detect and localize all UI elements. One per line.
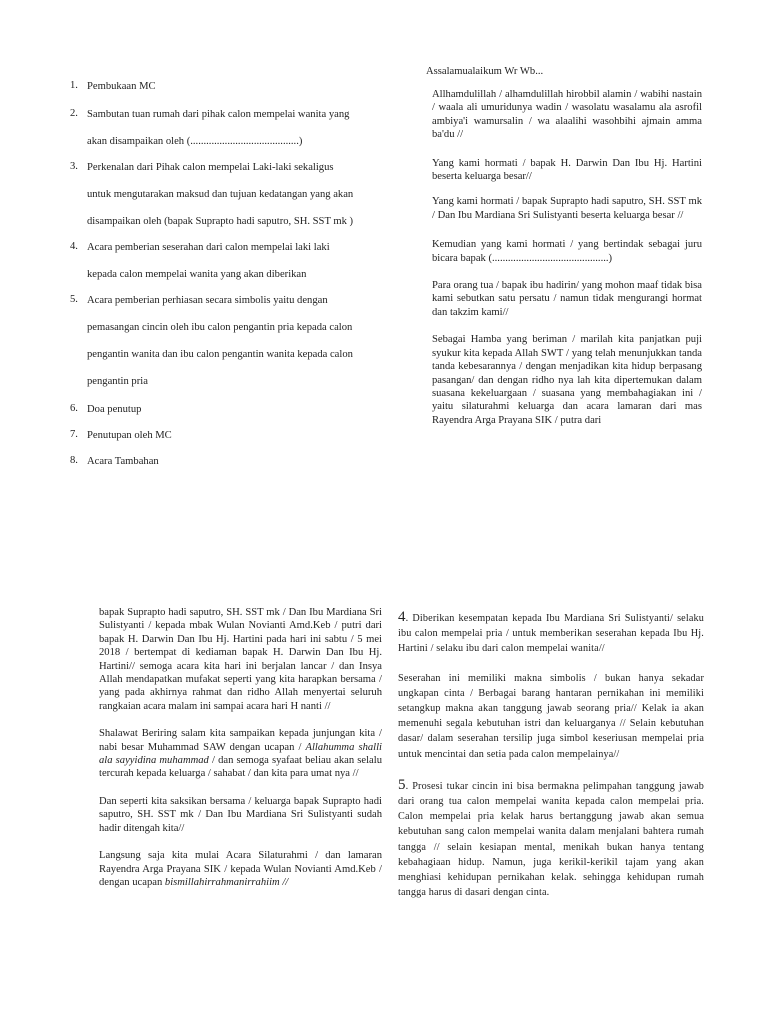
agenda-item (70, 241, 375, 282)
agenda-item-line: Penutupan oleh MC (87, 430, 172, 441)
agenda-item-line: disampaikan oleh (bapak Suprapto hadi saputro, SH. SST mk ) (87, 216, 354, 227)
agenda-item-line: Sambutan tuan rumah dari pihak calon mempelai wanita yang (87, 109, 350, 120)
agenda-item-line: Pembukaan MC (87, 81, 156, 92)
agenda-item-line: untuk mengutarakan maksud dan tujuan kedatangan yang akan (87, 189, 354, 200)
speech-paragraph-6: Sebagai Hamba yang beriman / marilah kita panjatkan puji syukur kita kepada Allah SWT / yang telah menunjukkan tanda tanda kebesarannya / dengan menjadikan kita hidup berpasang pasangan/ dan dengan ridho nya lah kita dipertemukan dalam suasana kekeluargaan / suasana yang membahagiakan ini / yaitu silaturahmi keluarga dan acara lamaran dari mas Rayendra Arga Prayana SIK / putra dari (432, 334, 702, 426)
seserahan-text: . Diberikan kesempatan kepada Ibu Mardiana Sri Sulistyanti/ selaku ibu calon mempelai pria / untuk memberikan seserahan kepada Ibu Hj. Hartini / selaku ibu dari calon mempelai wanita// (398, 613, 704, 655)
shalawat-text: Shalawat Beriring salam kita sampaikan kepada junjungan kita / nabi besar Muhammad SAW dengan ucapan / (99, 728, 382, 753)
agenda-item (70, 80, 375, 94)
agenda-item-number: 4. (70, 241, 78, 252)
speech-paragraph-2: Yang kami hormati / bapak H. Darwin Dan Ibu Hj. Hartini beserta keluarga besar// (432, 157, 702, 183)
agenda-item-line: pengantin pria (87, 376, 148, 387)
continuation-paragraph-3: Dan seperti kita saksikan bersama / keluarga bapak Suprapto hadi saputro, SH. SST mk / Dan Ibu Mardiana Sri Sulistyanti sudah hadir ditengah kita// (99, 795, 382, 834)
agenda-item (70, 294, 375, 389)
item-number-5: 5 (398, 776, 406, 793)
agenda-item-line: Acara Tambahan (87, 456, 159, 467)
agenda-item-line: kepada calon mempelai wanita yang akan diberikan (87, 269, 307, 280)
speech-paragraph-1: Allhamdulillah / alhamdulillah hirobbil alamin / wabihi nastain / waala ali umuridunya wadin / wasolatu wasalamu ala asrofil ambiya'i wamursalin / wa alaalihi wasohbihi ajmain amma ba'du // (432, 89, 702, 141)
agenda-item-line: Acara pemberian seserahan dari calon mempelai laki laki (87, 242, 330, 253)
ceremony-explanations (398, 610, 704, 900)
continuation-paragraph-1: bapak Suprapto hadi saputro, SH. SST mk / Dan Ibu Mardiana Sri Sulistyanti / kepada mbak Wulan Novianti Amd.Keb / putri dari bapak H. Darwin Dan Ibu Hj. Hartini pada hari ini sabtu / 5 mei 2018 / bertempat di kediaman bapak H. Darwin Dan Ibu Hj. Hartini// semoga acara kita hari ini berjalan lancar / dan Insya Allah mendapatkan mufakat seperti yang kita harapkan bersama / yang pada akhirnya rahmat dan ridho Allah menyertai seluruh rangkaian acara malam ini sampai acara hari H nanti // (99, 607, 382, 712)
agenda-item (70, 161, 375, 229)
ring-paragraph (398, 778, 704, 901)
speech-paragraph-4: Kemudian yang kami hormati / yang bertindak sebagai juru bicara bapak (............................................) (432, 239, 702, 264)
agenda-item-number: 1. (70, 80, 78, 91)
agenda-item (70, 108, 375, 149)
agenda-item-number: 2. (70, 108, 78, 119)
continuation-speech (99, 606, 382, 889)
shalawat-arabic: Allahumma shalli ala sayyidina muhammad (99, 741, 383, 767)
item-number-4: 4 (398, 609, 406, 625)
shalawat-text-end: / dan semoga syafaat beliau akan selalu tercurah kepada keluarga / sahabat / dan kita para umat nya // (99, 755, 383, 780)
bismillah-text: bismillahirrahmanirrahiim // (164, 876, 289, 888)
speech-paragraph-3: Yang kami hormati / bapak Suprapto hadi saputro, SH. SST mk / Dan Ibu Mardiana Sri Sulistyanti beserta keluarga besar // (432, 196, 702, 221)
agenda-item-number: 8. (70, 455, 78, 466)
agenda-list (70, 80, 375, 469)
agenda-items (70, 80, 375, 469)
greeting: Assalamualaikum Wr Wb... (426, 66, 544, 77)
seserahan-meaning: Seserahan ini memiliki makna simbolis / bukan hanya sekadar ungkapan cinta / Berbagai barang hantaran pernikahan ini memiliki setangkup makna akan tanggung jawab seorang pria// Kelak ia akan memenuhi segala kebutuhan istri dan keluarganya // Selain kebutuhan dasar/ dalam seserahan tersilip juga simbol keseriusan mempelai pria untuk mencintai dan setia pada calon mempelainya// (398, 672, 704, 760)
continuation-paragraph-2 (99, 727, 382, 781)
agenda-item-line: pengantin wanita dan ibu calon pengantin wanita kepada calon (87, 349, 353, 360)
agenda-item (70, 455, 375, 469)
agenda-item (70, 429, 375, 443)
agenda-item-number: 3. (70, 161, 78, 172)
agenda-item-number: 6. (70, 403, 78, 414)
agenda-item-number: 5. (70, 294, 78, 305)
opening-text: Langsung saja kita mulai Acara Silaturahmi / dan lamaran Rayendra Arga Prayana SIK / kepada Wulan Novianti Amd.Keb / dengan ucapan (99, 850, 382, 888)
agenda-item (70, 403, 375, 417)
agenda-item-line: Perkenalan dari Pihak calon mempelai Laki-laki sekaligus (87, 162, 334, 173)
opening-speech (432, 88, 702, 427)
agenda-item-line: akan disampaikan oleh (.........................................) (87, 136, 303, 147)
speech-paragraph-5: Para orang tua / bapak ibu hadirin/ yang mohon maaf tidak bisa kami sebutkan satu persatu / namun tidak mengurangi hormat dan takzim kami// (432, 280, 702, 318)
agenda-item-line: pemasangan cincin oleh ibu calon pengantin pria kepada calon (87, 322, 353, 333)
agenda-item-line: Acara pemberian perhiasan secara simbolis yaitu dengan (87, 295, 328, 306)
seserahan-paragraph (398, 610, 704, 657)
continuation-paragraph-4 (99, 849, 382, 889)
agenda-item-number: 7. (70, 429, 78, 440)
agenda-item-line: Doa penutup (87, 404, 142, 415)
ring-text: . Prosesi tukar cincin ini bisa bermakna pelimpahan tanggung jawab dari orang tua calon mempelai wanita kepada calon mempelai pria. Calon mempelai pria kelak harus bertanggung jawab akan semua kebutuhan sang calon mempelai wanita dalam menjalani bahtera rumah tangga // selain kesiapan mental, menikah bukan hanya tentang kebahagiaan hidup. Namun, juga kerikil-kerikil tajam yang akan menghiasi kehidupan pernikahan kelak. sehingga kehidupan rumah tangga harus di dasari dengan cinta. (398, 780, 704, 899)
